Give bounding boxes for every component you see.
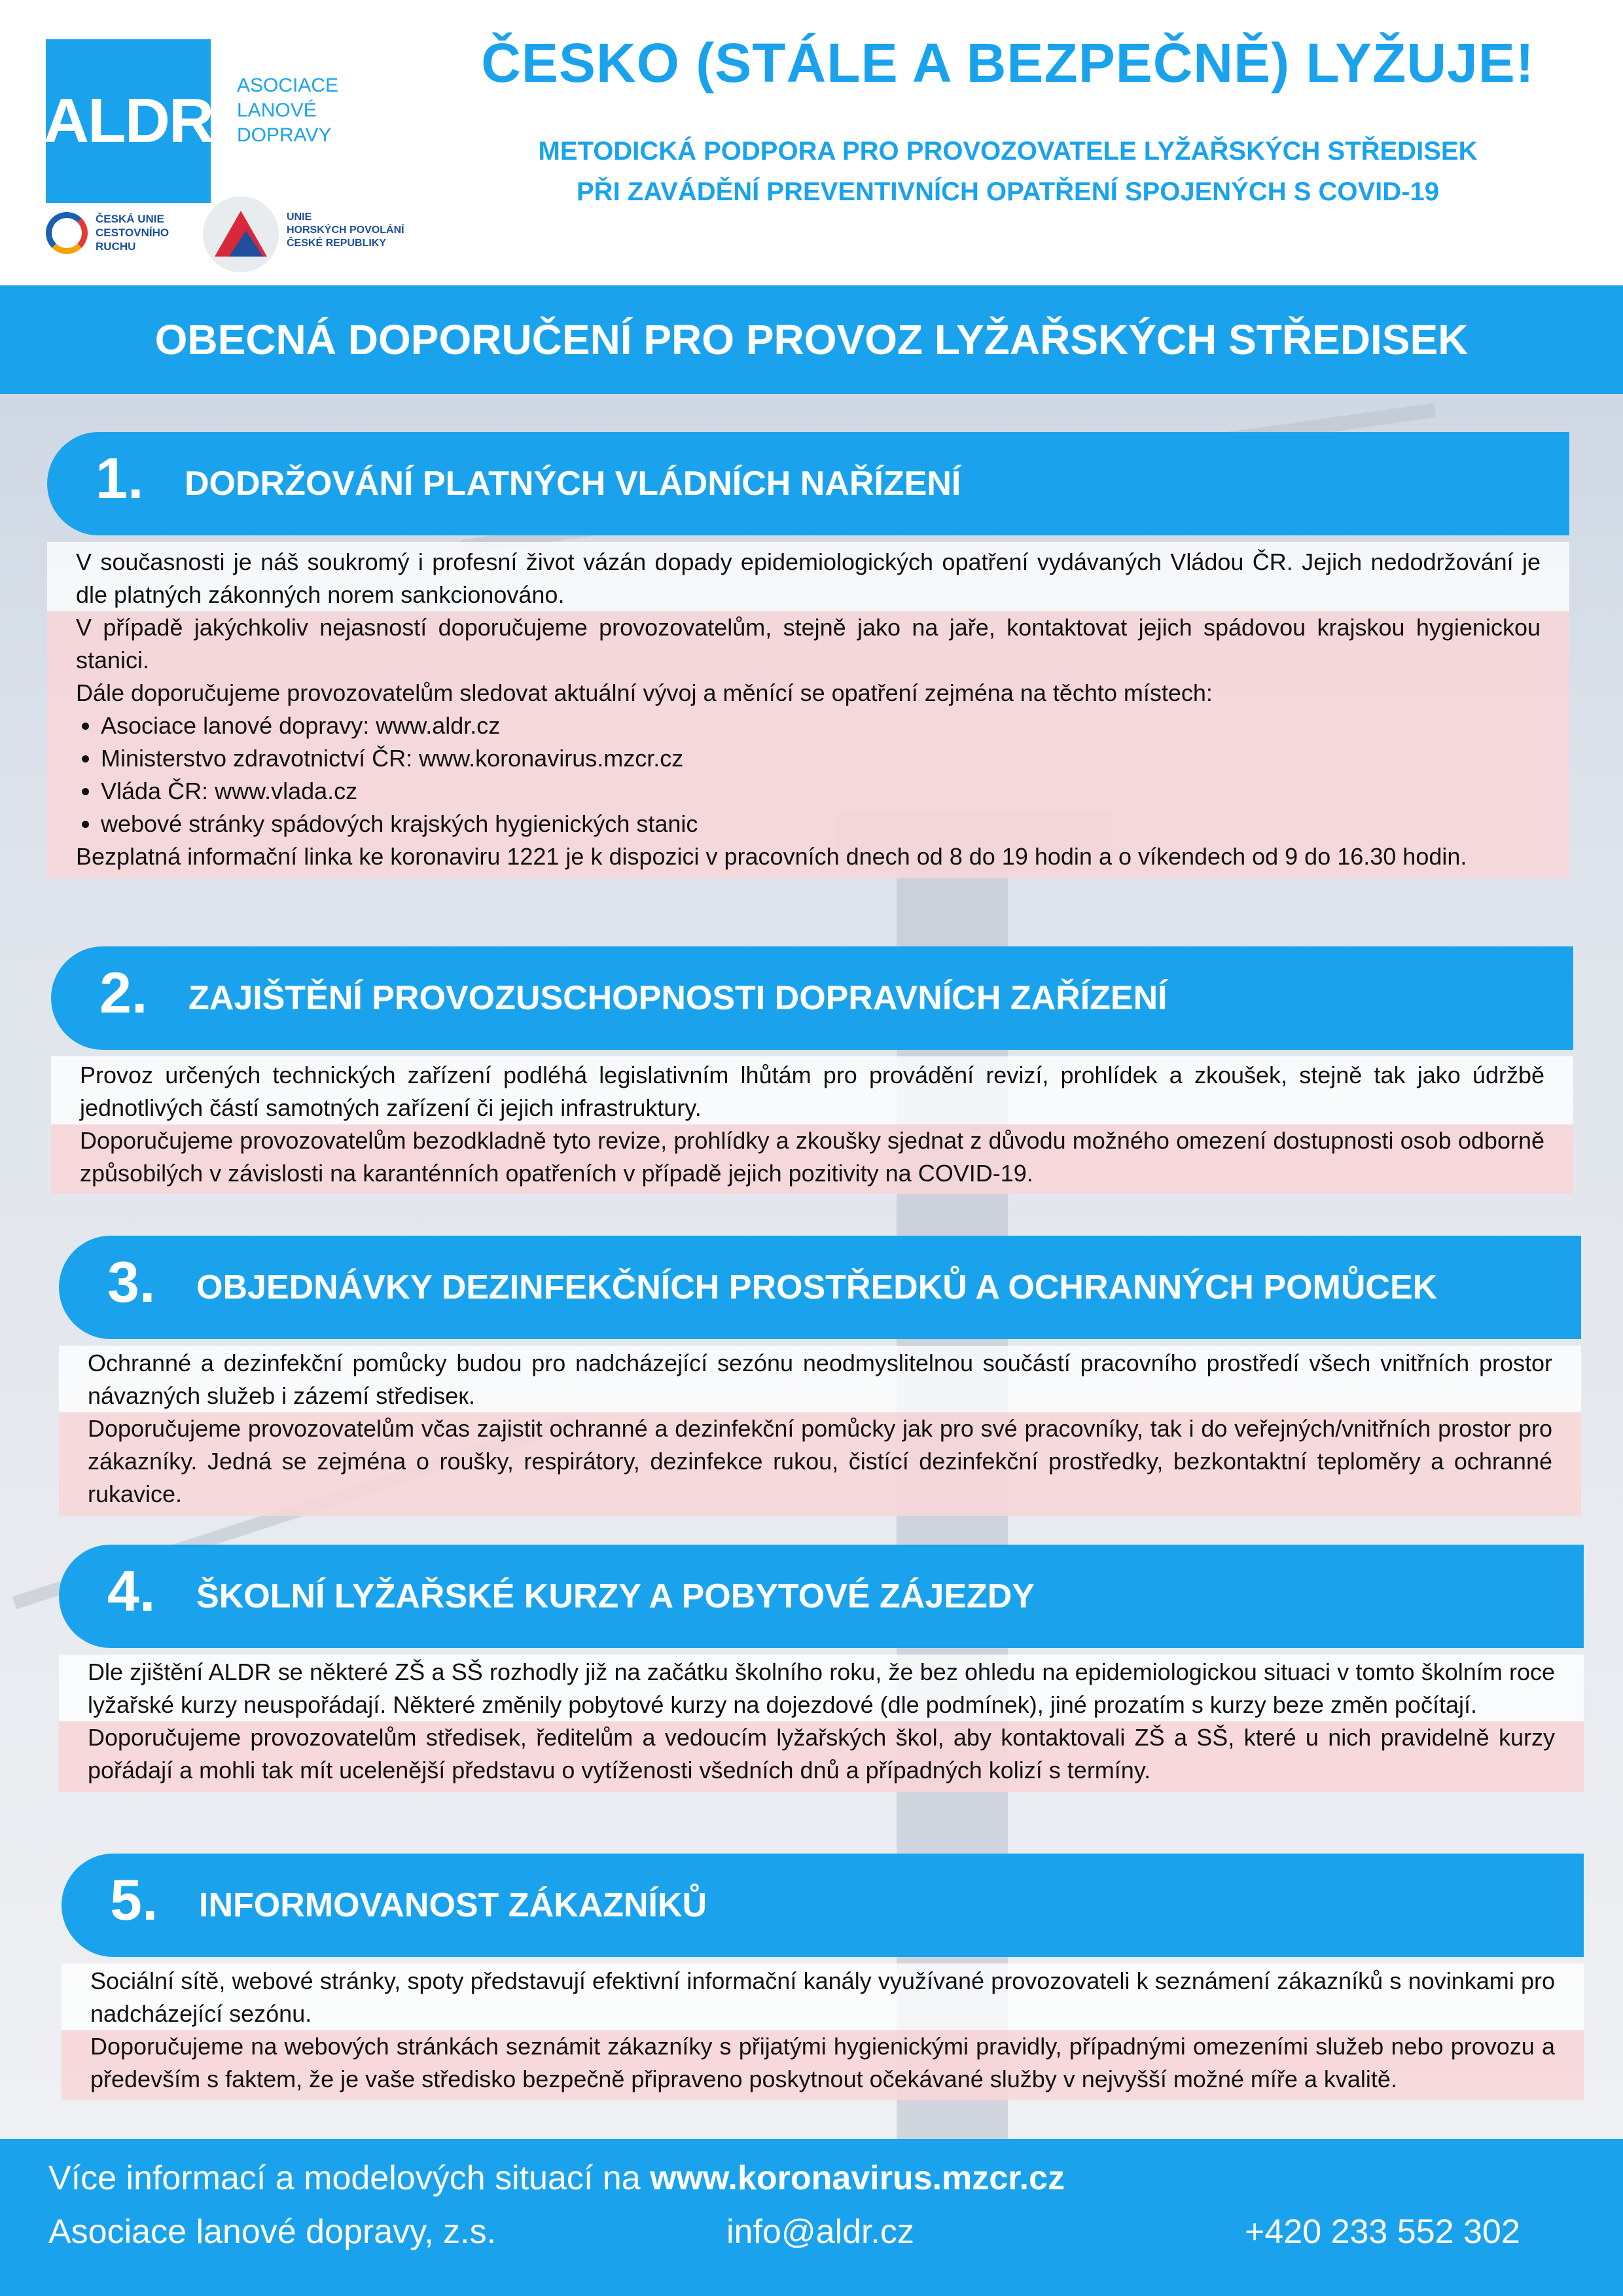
section-heading [59,1236,1581,1339]
section-body [47,542,1569,878]
section-heading [47,432,1569,535]
paragraph: Bezplatná informační linka ke koronaviru 1221 je k dispozici v pracovních dnech od 8 do 19 hodin a o víkendech od 9 do 16.30 hodin. [76,843,1467,870]
cucr-logo [46,209,190,262]
org-name-line: DOPRAVY [237,124,332,146]
uhp-text [287,211,404,250]
org-name [237,73,368,148]
org-footer-name: Asociace lanové dopravy, z.s. [48,2213,497,2251]
more-info-line [48,2159,1065,2198]
list-item: • Vláda ČR: www.vlada.cz [101,775,1541,808]
section-number: 4. [107,1558,156,1623]
list-item: • Ministerstvo zdravotnictví ČR: www.koronavirus.mzcr.cz [101,742,1541,775]
cucr-line: RUCHU [96,240,136,253]
header [0,0,1623,283]
paragraph: Dále doporučujeme provozovatelům sledovat aktuální vývoj a měnící se opatření zejména na těchto místech: [76,679,1213,706]
uhp-line: ČESKÉ REPUBLIKY [287,238,387,249]
section-body [51,1056,1573,1194]
more-info-text: Více informací a modelových situací na [48,2159,651,2197]
section-number: 3. [107,1249,156,1314]
section-title: DODRŽOVÁNÍ PLATNÝCH VLÁDNÍCH NAŘÍZENÍ [185,465,961,503]
subtitle-line: PŘI ZAVÁDĚNÍ PREVENTIVNÍCH OPATŘENÍ SPOJENÝCH S COVID-19 [577,177,1439,206]
page-title: ČESKO (STÁLE A BEZPEČNĚ) LYŽUJE! [481,32,1535,94]
section-title: INFORMOVANOST ZÁKAZNÍKŮ [199,1886,707,1924]
paragraph: Doporučujeme provozovatelům včas zajistit ochranné a dezinfekční pomůcky jak pro své pracovníky, tak i do veřejných/vnitřních prostor pro zákazníky. Jedná se zejména o roušky, respirátory, dezinfekce rukou, čistící dezinfekční prostředky, bezkontaktní teploměry a ochranné rukavice. [59,1412,1581,1516]
paragraph: Dle zjištění ALDR se některé ZŠ a SŠ rozhodly již na začátku školního roku, že bez ohledu na epidemiologickou situaci v tomto školním roce lyžařské kurzy neuspořádají. Některé změnily pobytové kurzy na dojezdové (dle podmínek), jiné prozatím s kurzy beze změn počítají. [59,1655,1584,1721]
section-number: 1. [96,446,144,511]
footer [0,2139,1623,2296]
uhp-line: HORSKÝCH POVOLÁNÍ [287,224,404,236]
section-heading [51,946,1573,1050]
email-link[interactable]: info@aldr.cz [726,2213,914,2251]
section-body [59,1346,1581,1516]
list-item: • webové stránky spádových krajských hygienických stanic [101,808,1541,840]
uhp-line: UNIE [287,211,312,223]
cucr-line: ČESKÁ UNIE [96,213,164,225]
cucr-line: CESTOVNÍHO [96,226,169,239]
cucr-text [96,212,169,253]
section-number: 2. [99,960,148,1025]
section-body [62,1964,1584,2100]
page-subtitle [419,131,1597,212]
paragraph: V současnosti je náš soukromý i profesní život vázán dopady epidemiologických opatření vydávaných Vládou ČR. Jejich nedodržování je dle platných zákonných norem sankcionováno. [47,542,1569,611]
section-heading [62,1854,1584,1957]
paragraph: Ochranné a dezinfekční pomůcky budou pro nadcházející sezónu neodmyslitelnou součástí pracovního prostředí všech vnitřních prostor návazných služeb i zázemí střediseк. [59,1346,1581,1412]
paragraph: Sociální sítě, webové stránky, spoty představují efektivní informační kanály využívané provozovateli k seznámení zákazníků s novinkami pro nadcházející sezónu. [62,1964,1584,2030]
paragraph: Doporučujeme na webových stránkách seznámit zákazníky s přijatými hygienickými pravidly, případnými omezeními služeb nebo provozu a především s faktem, že je vaše středisko bezpečně připraveno poskytnout očekávané služby v nejvyšší možné míře a kvalitě. [62,2030,1584,2100]
section-title: ŠKOLNÍ LYŽAŘSKÉ KURZY A POBYTOVÉ ZÁJEZDY [196,1577,1035,1615]
section-number: 5. [110,1867,158,1932]
mountain-icon [203,196,279,272]
section-banner: OBECNÁ DOPORUČENÍ PRO PROVOZ LYŽAŘSKÝCH STŘEDISEK [0,285,1623,394]
aldr-logo [43,39,213,203]
paragraph: Doporučujeme provozovatelům bezodkladně tyto revize, prohlídky a zkoušky sjednat z důvodu možného omezení dostupnosti osob odborně způsobilých v závislosti na karanténních opatřeních v případě jejich pozitivity na COVID-19. [51,1124,1573,1194]
org-name-line: ASOCIACE [237,75,339,96]
cucr-icon [46,212,88,254]
phone-number[interactable]: +420 233 552 302 [1245,2213,1520,2251]
subtitle-line: METODICKÁ PODPORA PRO PROVOZOVATELE LYŽAŘSKÝCH STŘEDISEK [538,137,1478,166]
logo-text: ALDR [43,86,213,156]
section-heading [59,1545,1584,1648]
section-title: OBJEDNÁVKY DEZINFEKČNÍCH PROSTŘEDKŮ A OCHRANNÝCH POMŮCEK [196,1268,1438,1306]
org-name-line: LANOVÉ [237,99,317,121]
link-list [76,709,1541,840]
list-item: • Asociace lanové dopravy: www.aldr.cz [101,709,1541,742]
uhp-logo [203,196,425,275]
paragraph: V případě jakýchkoliv nejasností doporučujeme provozovatelům, stejně jako na jaře, kontaktovat jejich spádovou krajskou hygienickou stanici. [76,614,1541,673]
section-title: ZAJIŠTĚNÍ PROVOZUSCHOPNOSTI DOPRAVNÍCH ZAŘÍZENÍ [188,979,1168,1017]
section-body [59,1655,1584,1792]
paragraph: Provoz určených technických zařízení podléhá legislativním lhůtám pro provádění revizí, prohlídek a zkoušek, stejně tak jako údržbě jednotlivých částí samotných zařízení či jejich infrastruktury. [51,1056,1573,1124]
paragraph-group [47,611,1569,878]
more-info-link[interactable]: www.koronavirus.mzcr.cz [650,2159,1065,2197]
paragraph: Doporučujeme provozovatelům středisek, ředitelům a vedoucím lyžařských škol, aby kontaktovali ZŠ a SŠ, které u nich pravidelně kurzy pořádají a mohli tak mít ucelenější představu o vytíženosti všedních dnů a případných kolizí s termíny. [59,1721,1584,1792]
